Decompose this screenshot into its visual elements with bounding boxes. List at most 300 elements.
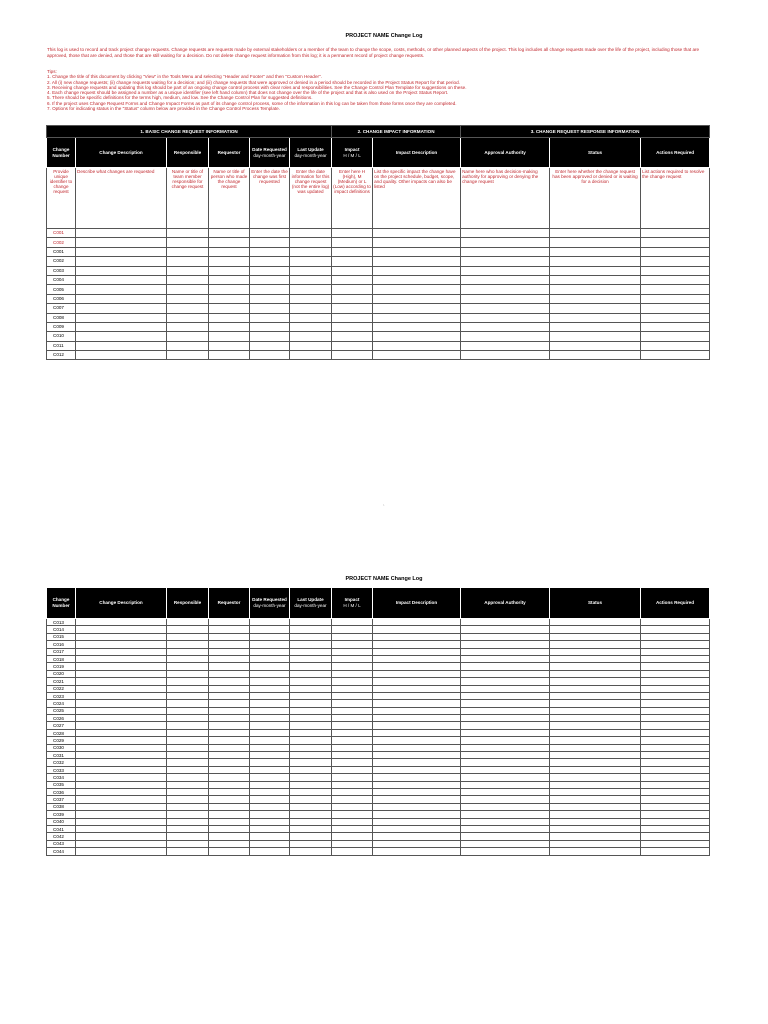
empty-cell[interactable]	[167, 275, 209, 284]
empty-cell[interactable]	[373, 670, 461, 677]
empty-cell[interactable]	[250, 752, 290, 759]
empty-cell[interactable]	[290, 238, 332, 247]
empty-cell[interactable]	[76, 788, 167, 795]
empty-cell[interactable]	[250, 313, 290, 322]
empty-cell[interactable]	[641, 678, 710, 685]
empty-cell[interactable]	[250, 341, 290, 350]
empty-cell[interactable]	[167, 796, 209, 803]
empty-cell[interactable]	[167, 238, 209, 247]
empty-cell[interactable]	[167, 700, 209, 707]
empty-cell[interactable]	[250, 796, 290, 803]
empty-cell[interactable]	[641, 722, 710, 729]
empty-cell[interactable]	[290, 678, 332, 685]
empty-cell[interactable]	[550, 275, 641, 284]
empty-cell[interactable]	[550, 707, 641, 714]
empty-cell[interactable]	[550, 818, 641, 825]
empty-cell[interactable]	[641, 322, 710, 331]
empty-cell[interactable]	[250, 811, 290, 818]
empty-cell[interactable]	[76, 811, 167, 818]
empty-cell[interactable]	[209, 729, 250, 736]
empty-cell[interactable]	[167, 678, 209, 685]
empty-cell[interactable]	[461, 351, 550, 360]
empty-cell[interactable]	[167, 619, 209, 626]
empty-cell[interactable]	[332, 707, 373, 714]
empty-cell[interactable]	[167, 707, 209, 714]
empty-cell[interactable]	[641, 796, 710, 803]
empty-cell[interactable]	[209, 848, 250, 855]
empty-cell[interactable]	[290, 275, 332, 284]
empty-cell[interactable]	[167, 840, 209, 847]
empty-cell[interactable]	[641, 700, 710, 707]
empty-cell[interactable]	[290, 655, 332, 662]
empty-cell[interactable]	[209, 759, 250, 766]
empty-cell[interactable]	[641, 648, 710, 655]
empty-cell[interactable]	[550, 825, 641, 832]
empty-cell[interactable]	[550, 744, 641, 751]
empty-cell[interactable]	[461, 619, 550, 626]
empty-cell[interactable]	[76, 692, 167, 699]
empty-cell[interactable]	[550, 788, 641, 795]
empty-cell[interactable]	[209, 322, 250, 331]
empty-cell[interactable]	[373, 641, 461, 648]
empty-cell[interactable]	[76, 313, 167, 322]
empty-cell[interactable]	[209, 833, 250, 840]
empty-cell[interactable]	[332, 670, 373, 677]
empty-cell[interactable]	[290, 663, 332, 670]
empty-cell[interactable]	[167, 626, 209, 633]
empty-cell[interactable]	[209, 641, 250, 648]
empty-cell[interactable]	[332, 641, 373, 648]
empty-cell[interactable]	[209, 818, 250, 825]
empty-cell[interactable]	[373, 811, 461, 818]
empty-cell[interactable]	[250, 766, 290, 773]
empty-cell[interactable]	[76, 275, 167, 284]
empty-cell[interactable]	[250, 332, 290, 341]
empty-cell[interactable]	[250, 744, 290, 751]
empty-cell[interactable]	[167, 803, 209, 810]
empty-cell[interactable]	[76, 781, 167, 788]
empty-cell[interactable]	[290, 848, 332, 855]
empty-cell[interactable]	[373, 229, 461, 238]
empty-cell[interactable]	[550, 781, 641, 788]
empty-cell[interactable]	[209, 294, 250, 303]
empty-cell[interactable]	[290, 840, 332, 847]
empty-cell[interactable]	[461, 655, 550, 662]
empty-cell[interactable]	[250, 840, 290, 847]
empty-cell[interactable]	[250, 247, 290, 256]
empty-cell[interactable]	[550, 285, 641, 294]
empty-cell[interactable]	[76, 737, 167, 744]
empty-cell[interactable]	[461, 247, 550, 256]
empty-cell[interactable]	[76, 341, 167, 350]
empty-cell[interactable]	[550, 715, 641, 722]
empty-cell[interactable]	[167, 722, 209, 729]
empty-cell[interactable]	[461, 811, 550, 818]
empty-cell[interactable]	[641, 351, 710, 360]
empty-cell[interactable]	[461, 700, 550, 707]
empty-cell[interactable]	[461, 848, 550, 855]
empty-cell[interactable]	[461, 663, 550, 670]
empty-cell[interactable]	[373, 700, 461, 707]
empty-cell[interactable]	[332, 781, 373, 788]
empty-cell[interactable]	[373, 304, 461, 313]
empty-cell[interactable]	[332, 247, 373, 256]
empty-cell[interactable]	[332, 715, 373, 722]
empty-cell[interactable]	[290, 744, 332, 751]
empty-cell[interactable]	[461, 313, 550, 322]
empty-cell[interactable]	[290, 619, 332, 626]
empty-cell[interactable]	[461, 678, 550, 685]
empty-cell[interactable]	[550, 304, 641, 313]
empty-cell[interactable]	[461, 692, 550, 699]
empty-cell[interactable]	[373, 759, 461, 766]
empty-cell[interactable]	[209, 238, 250, 247]
empty-cell[interactable]	[373, 715, 461, 722]
empty-cell[interactable]	[332, 332, 373, 341]
empty-cell[interactable]	[373, 848, 461, 855]
empty-cell[interactable]	[332, 825, 373, 832]
empty-cell[interactable]	[373, 351, 461, 360]
empty-cell[interactable]	[332, 752, 373, 759]
empty-cell[interactable]	[76, 655, 167, 662]
empty-cell[interactable]	[373, 648, 461, 655]
empty-cell[interactable]	[641, 781, 710, 788]
empty-cell[interactable]	[250, 722, 290, 729]
empty-cell[interactable]	[167, 247, 209, 256]
empty-cell[interactable]	[373, 833, 461, 840]
empty-cell[interactable]	[209, 332, 250, 341]
empty-cell[interactable]	[550, 833, 641, 840]
empty-cell[interactable]	[290, 796, 332, 803]
empty-cell[interactable]	[373, 266, 461, 275]
empty-cell[interactable]	[209, 707, 250, 714]
empty-cell[interactable]	[332, 266, 373, 275]
empty-cell[interactable]	[167, 759, 209, 766]
empty-cell[interactable]	[167, 633, 209, 640]
empty-cell[interactable]	[290, 351, 332, 360]
empty-cell[interactable]	[550, 257, 641, 266]
empty-cell[interactable]	[332, 626, 373, 633]
empty-cell[interactable]	[332, 619, 373, 626]
empty-cell[interactable]	[167, 833, 209, 840]
empty-cell[interactable]	[250, 663, 290, 670]
empty-cell[interactable]	[461, 818, 550, 825]
empty-cell[interactable]	[250, 619, 290, 626]
empty-cell[interactable]	[76, 351, 167, 360]
empty-cell[interactable]	[550, 648, 641, 655]
empty-cell[interactable]	[209, 788, 250, 795]
empty-cell[interactable]	[641, 670, 710, 677]
empty-cell[interactable]	[373, 781, 461, 788]
empty-cell[interactable]	[250, 626, 290, 633]
empty-cell[interactable]	[550, 238, 641, 247]
empty-cell[interactable]	[167, 715, 209, 722]
empty-cell[interactable]	[641, 729, 710, 736]
empty-cell[interactable]	[76, 670, 167, 677]
empty-cell[interactable]	[290, 692, 332, 699]
empty-cell[interactable]	[76, 707, 167, 714]
empty-cell[interactable]	[641, 626, 710, 633]
empty-cell[interactable]	[167, 818, 209, 825]
empty-cell[interactable]	[76, 700, 167, 707]
empty-cell[interactable]	[250, 818, 290, 825]
empty-cell[interactable]	[461, 766, 550, 773]
empty-cell[interactable]	[209, 722, 250, 729]
empty-cell[interactable]	[461, 322, 550, 331]
empty-cell[interactable]	[641, 247, 710, 256]
empty-cell[interactable]	[167, 729, 209, 736]
empty-cell[interactable]	[290, 818, 332, 825]
empty-cell[interactable]	[332, 275, 373, 284]
empty-cell[interactable]	[550, 332, 641, 341]
empty-cell[interactable]	[290, 670, 332, 677]
empty-cell[interactable]	[250, 351, 290, 360]
empty-cell[interactable]	[332, 648, 373, 655]
empty-cell[interactable]	[290, 707, 332, 714]
empty-cell[interactable]	[332, 351, 373, 360]
empty-cell[interactable]	[209, 266, 250, 275]
empty-cell[interactable]	[76, 619, 167, 626]
empty-cell[interactable]	[373, 626, 461, 633]
empty-cell[interactable]	[167, 781, 209, 788]
empty-cell[interactable]	[461, 774, 550, 781]
empty-cell[interactable]	[461, 685, 550, 692]
empty-cell[interactable]	[167, 641, 209, 648]
empty-cell[interactable]	[290, 285, 332, 294]
empty-cell[interactable]	[332, 322, 373, 331]
empty-cell[interactable]	[76, 678, 167, 685]
empty-cell[interactable]	[641, 229, 710, 238]
empty-cell[interactable]	[76, 229, 167, 238]
empty-cell[interactable]	[461, 781, 550, 788]
empty-cell[interactable]	[76, 722, 167, 729]
empty-cell[interactable]	[461, 626, 550, 633]
empty-cell[interactable]	[461, 648, 550, 655]
empty-cell[interactable]	[332, 663, 373, 670]
empty-cell[interactable]	[461, 294, 550, 303]
empty-cell[interactable]	[209, 811, 250, 818]
empty-cell[interactable]	[76, 825, 167, 832]
empty-cell[interactable]	[167, 351, 209, 360]
empty-cell[interactable]	[250, 238, 290, 247]
empty-cell[interactable]	[461, 744, 550, 751]
empty-cell[interactable]	[167, 229, 209, 238]
empty-cell[interactable]	[290, 766, 332, 773]
empty-cell[interactable]	[373, 692, 461, 699]
empty-cell[interactable]	[332, 304, 373, 313]
empty-cell[interactable]	[373, 766, 461, 773]
empty-cell[interactable]	[290, 257, 332, 266]
empty-cell[interactable]	[209, 313, 250, 322]
empty-cell[interactable]	[461, 304, 550, 313]
empty-cell[interactable]	[461, 840, 550, 847]
empty-cell[interactable]	[209, 626, 250, 633]
empty-cell[interactable]	[550, 766, 641, 773]
empty-cell[interactable]	[76, 304, 167, 313]
empty-cell[interactable]	[550, 663, 641, 670]
empty-cell[interactable]	[550, 655, 641, 662]
empty-cell[interactable]	[550, 266, 641, 275]
empty-cell[interactable]	[550, 351, 641, 360]
empty-cell[interactable]	[209, 766, 250, 773]
empty-cell[interactable]	[167, 313, 209, 322]
empty-cell[interactable]	[76, 238, 167, 247]
empty-cell[interactable]	[332, 833, 373, 840]
empty-cell[interactable]	[332, 737, 373, 744]
empty-cell[interactable]	[209, 796, 250, 803]
empty-cell[interactable]	[550, 774, 641, 781]
empty-cell[interactable]	[76, 818, 167, 825]
empty-cell[interactable]	[550, 848, 641, 855]
empty-cell[interactable]	[641, 788, 710, 795]
empty-cell[interactable]	[167, 322, 209, 331]
empty-cell[interactable]	[461, 715, 550, 722]
empty-cell[interactable]	[332, 341, 373, 350]
empty-cell[interactable]	[167, 766, 209, 773]
empty-cell[interactable]	[209, 678, 250, 685]
empty-cell[interactable]	[332, 285, 373, 294]
empty-cell[interactable]	[461, 285, 550, 294]
empty-cell[interactable]	[461, 275, 550, 284]
empty-cell[interactable]	[641, 715, 710, 722]
empty-cell[interactable]	[250, 304, 290, 313]
empty-cell[interactable]	[76, 833, 167, 840]
empty-cell[interactable]	[461, 633, 550, 640]
empty-cell[interactable]	[373, 332, 461, 341]
empty-cell[interactable]	[332, 700, 373, 707]
empty-cell[interactable]	[373, 633, 461, 640]
empty-cell[interactable]	[550, 685, 641, 692]
empty-cell[interactable]	[250, 678, 290, 685]
empty-cell[interactable]	[641, 811, 710, 818]
empty-cell[interactable]	[167, 332, 209, 341]
empty-cell[interactable]	[76, 322, 167, 331]
empty-cell[interactable]	[290, 700, 332, 707]
empty-cell[interactable]	[641, 803, 710, 810]
empty-cell[interactable]	[550, 796, 641, 803]
empty-cell[interactable]	[332, 796, 373, 803]
empty-cell[interactable]	[167, 257, 209, 266]
empty-cell[interactable]	[373, 774, 461, 781]
empty-cell[interactable]	[332, 840, 373, 847]
empty-cell[interactable]	[332, 678, 373, 685]
empty-cell[interactable]	[290, 633, 332, 640]
empty-cell[interactable]	[167, 294, 209, 303]
empty-cell[interactable]	[209, 663, 250, 670]
empty-cell[interactable]	[550, 803, 641, 810]
empty-cell[interactable]	[290, 729, 332, 736]
empty-cell[interactable]	[641, 304, 710, 313]
empty-cell[interactable]	[250, 229, 290, 238]
empty-cell[interactable]	[76, 247, 167, 256]
empty-cell[interactable]	[550, 729, 641, 736]
empty-cell[interactable]	[373, 803, 461, 810]
empty-cell[interactable]	[76, 744, 167, 751]
empty-cell[interactable]	[461, 341, 550, 350]
empty-cell[interactable]	[250, 848, 290, 855]
empty-cell[interactable]	[641, 692, 710, 699]
empty-cell[interactable]	[209, 304, 250, 313]
empty-cell[interactable]	[76, 285, 167, 294]
empty-cell[interactable]	[167, 811, 209, 818]
empty-cell[interactable]	[550, 700, 641, 707]
empty-cell[interactable]	[209, 752, 250, 759]
empty-cell[interactable]	[550, 737, 641, 744]
empty-cell[interactable]	[461, 788, 550, 795]
empty-cell[interactable]	[461, 238, 550, 247]
empty-cell[interactable]	[641, 266, 710, 275]
empty-cell[interactable]	[332, 655, 373, 662]
empty-cell[interactable]	[76, 626, 167, 633]
empty-cell[interactable]	[550, 722, 641, 729]
empty-cell[interactable]	[290, 247, 332, 256]
empty-cell[interactable]	[641, 774, 710, 781]
empty-cell[interactable]	[76, 685, 167, 692]
empty-cell[interactable]	[167, 692, 209, 699]
empty-cell[interactable]	[373, 752, 461, 759]
empty-cell[interactable]	[209, 803, 250, 810]
empty-cell[interactable]	[209, 825, 250, 832]
empty-cell[interactable]	[373, 285, 461, 294]
empty-cell[interactable]	[550, 840, 641, 847]
empty-cell[interactable]	[209, 715, 250, 722]
empty-cell[interactable]	[290, 833, 332, 840]
empty-cell[interactable]	[209, 781, 250, 788]
empty-cell[interactable]	[641, 641, 710, 648]
empty-cell[interactable]	[290, 313, 332, 322]
empty-cell[interactable]	[461, 796, 550, 803]
empty-cell[interactable]	[76, 648, 167, 655]
empty-cell[interactable]	[550, 229, 641, 238]
empty-cell[interactable]	[209, 351, 250, 360]
empty-cell[interactable]	[373, 737, 461, 744]
empty-cell[interactable]	[550, 633, 641, 640]
empty-cell[interactable]	[250, 641, 290, 648]
empty-cell[interactable]	[167, 663, 209, 670]
empty-cell[interactable]	[332, 692, 373, 699]
empty-cell[interactable]	[250, 266, 290, 275]
empty-cell[interactable]	[373, 322, 461, 331]
empty-cell[interactable]	[461, 759, 550, 766]
empty-cell[interactable]	[641, 744, 710, 751]
empty-cell[interactable]	[209, 247, 250, 256]
empty-cell[interactable]	[209, 341, 250, 350]
empty-cell[interactable]	[209, 700, 250, 707]
empty-cell[interactable]	[290, 304, 332, 313]
empty-cell[interactable]	[209, 633, 250, 640]
empty-cell[interactable]	[76, 266, 167, 275]
empty-cell[interactable]	[167, 774, 209, 781]
empty-cell[interactable]	[290, 685, 332, 692]
empty-cell[interactable]	[290, 759, 332, 766]
empty-cell[interactable]	[461, 641, 550, 648]
empty-cell[interactable]	[332, 238, 373, 247]
empty-cell[interactable]	[332, 229, 373, 238]
empty-cell[interactable]	[641, 294, 710, 303]
empty-cell[interactable]	[290, 803, 332, 810]
empty-cell[interactable]	[250, 833, 290, 840]
empty-cell[interactable]	[76, 752, 167, 759]
empty-cell[interactable]	[332, 811, 373, 818]
empty-cell[interactable]	[461, 257, 550, 266]
empty-cell[interactable]	[290, 737, 332, 744]
empty-cell[interactable]	[641, 825, 710, 832]
empty-cell[interactable]	[250, 692, 290, 699]
empty-cell[interactable]	[250, 633, 290, 640]
empty-cell[interactable]	[373, 825, 461, 832]
empty-cell[interactable]	[250, 788, 290, 795]
empty-cell[interactable]	[373, 729, 461, 736]
